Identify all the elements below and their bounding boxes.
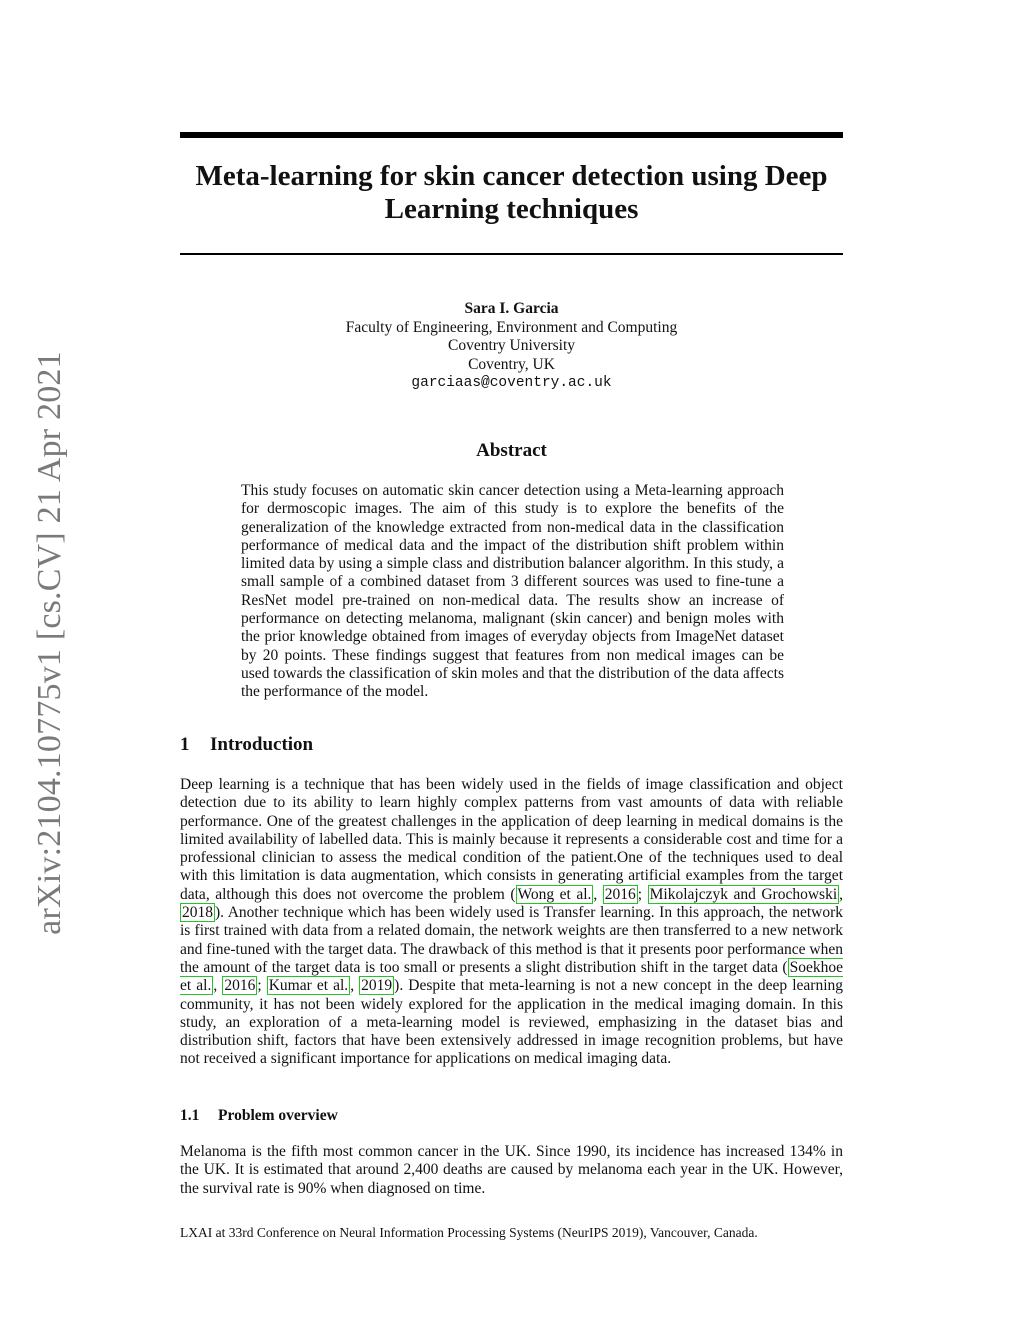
conference-footer: LXAI at 33rd Conference on Neural Information Processing Systems (NeurIPS 2019), Vancouver, Canada. <box>180 1225 758 1240</box>
introduction-paragraph: Deep learning is a technique that has been widely used in the fields of image classification and object detection due to its ability to learn highly complex patterns from vast amounts of data with reliable performance. One of the greatest challenges in the application of deep learning in medical domains is the limited availability of labelled data. This is mainly because it represents a considerable cost and time for a professional clinician to assess the medical condition of the patient.One of the techniques used to deal with this limitation is data augmentation, which consists in generating artificial examples from the target data, although this does not overcome the problem ( Wong et al. , 2016 ; Mikolajczyk and Grochowski , 2018 ). Another technique which has been widely used is Transfer learning. In this approach, the network is first trained with data from a related domain, the network weights are then transferred to a new network and fine-tuned with the target data. The drawback of this method is that it presents poor performance when the amount of the target data is too small or presents a slight distribution shift in the target data ( Soekhoe et al. , 2016 ; Kumar et al. , 2019 ). Despite that meta-learning is not a new concept in the deep learning community, it has not been widely explored for the application in the medical imaging domain. In this study, an exploration of a meta-learning model is reviewed, emphasizing in the dataset bias and distribution shift, factors that have been extensively addressed in image recognition problems, but have not received a significant importance for applications on medical imaging data. <box>180 776 844 1068</box>
section-number: 1 <box>180 734 190 755</box>
citation-link-soekhoe-year[interactable]: 2016 <box>224 977 256 995</box>
paper-title: Meta-learning for skin cancer detection using Deep Learning techniques <box>195 160 828 225</box>
author-university: Coventry University <box>448 337 575 354</box>
citation-link-mikolajczyk-year[interactable]: 2018 <box>182 904 213 922</box>
citation-link-kumar-year[interactable]: 2019 <box>361 977 393 995</box>
subsection-number: 1.1 <box>180 1107 200 1124</box>
author-name: Sara I. Garcia <box>464 300 559 317</box>
title-rule-top <box>180 132 843 138</box>
arxiv-identifier: arXiv:2104.10775v1 [cs.CV] 21 Apr 2021 <box>31 351 68 935</box>
citation-link-wong-year[interactable]: 2016 <box>604 885 636 903</box>
citation-link-soekhoe[interactable]: Soekhoe et al. <box>180 958 843 995</box>
subsection-heading-problem-overview <box>180 1107 843 1125</box>
intro-text-part-3: ). Despite that meta-learning is not a new concept in the deep learning community, it has not been widely explored for the application in the medical imaging domain. In this study, an exploration of a meta-learning model is reviewed, emphasizing in the dataset bias and distribution shift, factors that have been extensively addressed in image recognition problems, but have not received a significant importance for applications on medical imaging data. <box>180 977 844 1068</box>
intro-text-part-2: ). Another technique which has been widely used is Transfer learning. In this approach, the network is first trained with data from a related domain, the network weights are then transferred to a new network and fine-tuned with the target data. The drawback of this method is that it presents poor performance when the amount of the target data is too small or presents a slight distribution shift in the target data ( <box>180 904 843 976</box>
section-title: Introduction <box>210 734 314 755</box>
abstract-heading: Abstract <box>476 440 547 461</box>
problem-overview-paragraph: Melanoma is the fifth most common cancer in the UK. Since 1990, its incidence has increased 134% in the UK. It is estimated that around 2,400 deaths are caused by melanoma each year in the UK. However, the survival rate is 90% when diagnosed on time. <box>180 1143 843 1197</box>
citation-link-mikolajczyk[interactable]: Mikolajczyk and Grochowski <box>649 885 838 903</box>
citation-link-wong[interactable]: Wong et al. <box>517 885 592 903</box>
intro-text-part-1: Deep learning is a technique that has been widely used in the fields of image classification and object detection due to its ability to learn highly complex patterns from vast amounts of data with reliable performance. One of the greatest challenges in the application of deep learning in medical domains is the limited availability of labelled data. This is mainly because it represents a considerable cost and time for a professional clinician to assess the medical condition of the patient.One of the techniques used to deal with this limitation is data augmentation, which consists in generating artificial examples from the target data, although this does not overcome the problem ( <box>180 776 843 903</box>
author-affiliation: Faculty of Engineering, Environment and Computing <box>345 318 678 336</box>
section-heading-introduction <box>180 734 843 756</box>
citation-link-kumar[interactable]: Kumar et al. <box>268 977 349 995</box>
author-email[interactable]: garciaas@coventry.ac.uk <box>411 375 612 391</box>
subsection-title: Problem overview <box>218 1107 338 1124</box>
author-block <box>180 300 843 393</box>
title-rule-bottom <box>180 253 843 255</box>
author-location: Coventry, UK <box>468 355 555 373</box>
abstract-text: This study focuses on automatic skin cancer detection using a Meta-learning approach for dermoscopic images. The aim of this study is to explore the benefits of the generalization of the knowledge extracted from non-medical data in the classification performance of medical data and the impact of the distribution shift problem within limited data by using a simple class and distribution balancer algorithm. In this study, a small sample of a combined dataset from 3 different sources was used to fine-tune a ResNet model pre-trained on non-medical data. The results show an increase of performance on detecting melanoma, malignant (skin cancer) and benign moles with the prior knowledge obtained from images of everyday objects from ImageNet dataset by 20 points. These findings suggest that features from non medical images can be used towards the classification of skin moles and that the distribution of the data affects the performance of the model. <box>241 482 784 701</box>
